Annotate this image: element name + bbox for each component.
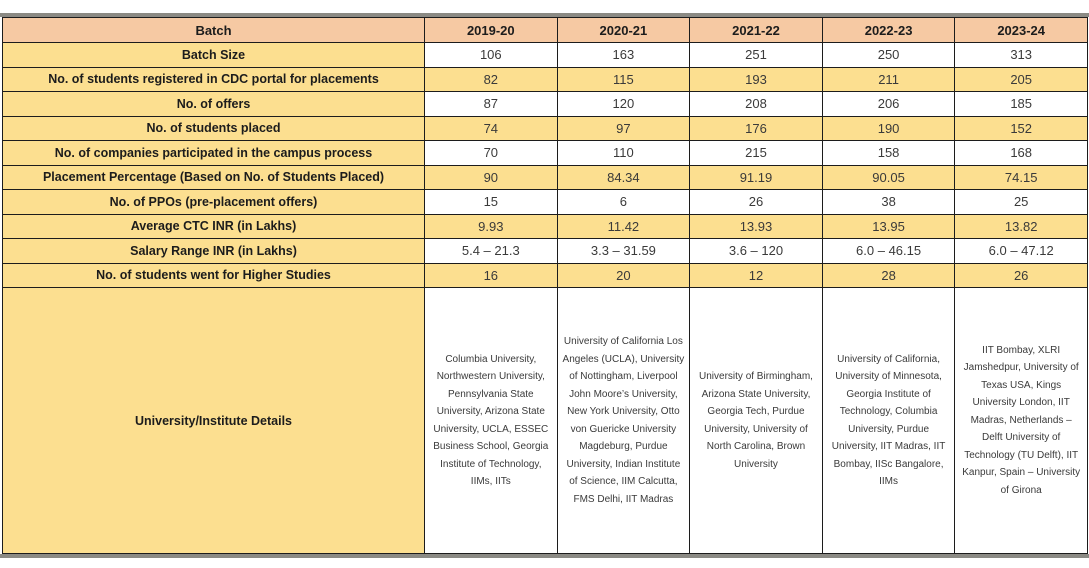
table-row bbox=[3, 263, 1088, 288]
value-cell: 12 bbox=[690, 263, 823, 288]
value-cell: 152 bbox=[955, 116, 1088, 141]
value-cell: 163 bbox=[557, 43, 690, 68]
value-cell: 193 bbox=[690, 67, 823, 92]
row-label: No. of companies participated in the campus process bbox=[3, 141, 425, 166]
value-cell: 91.19 bbox=[690, 165, 823, 190]
row-label: No. of offers bbox=[3, 92, 425, 117]
university-details-row bbox=[3, 288, 1088, 554]
value-cell: 25 bbox=[955, 190, 1088, 215]
value-cell: 185 bbox=[955, 92, 1088, 117]
university-list-cell: IIT Bombay, XLRI Jamshedpur, University of Texas USA, Kings University London, IIT Madras, Netherlands – Delft University of Technology (TU Delft), IIT Kanpur, Spain – University of Girona bbox=[955, 288, 1088, 554]
value-cell: 6.0 – 46.15 bbox=[822, 239, 955, 264]
row-label: Placement Percentage (Based on No. of Students Placed) bbox=[3, 165, 425, 190]
value-cell: 97 bbox=[557, 116, 690, 141]
value-cell: 13.82 bbox=[955, 214, 1088, 239]
value-cell: 90 bbox=[425, 165, 558, 190]
row-label: No. of students went for Higher Studies bbox=[3, 263, 425, 288]
value-cell: 82 bbox=[425, 67, 558, 92]
value-cell: 176 bbox=[690, 116, 823, 141]
table-row bbox=[3, 116, 1088, 141]
value-cell: 38 bbox=[822, 190, 955, 215]
value-cell: 215 bbox=[690, 141, 823, 166]
row-label: Batch Size bbox=[3, 43, 425, 68]
value-cell: 6.0 – 47.12 bbox=[955, 239, 1088, 264]
header-year: 2023-24 bbox=[955, 18, 1088, 43]
value-cell: 190 bbox=[822, 116, 955, 141]
value-cell: 70 bbox=[425, 141, 558, 166]
value-cell: 20 bbox=[557, 263, 690, 288]
value-cell: 6 bbox=[557, 190, 690, 215]
university-list-cell: Columbia University, Northwestern University, Pennsylvania State University, Arizona State University, UCLA, ESSEC Business School, Georgia Institute of Technology, IIMs, IITs bbox=[425, 288, 558, 554]
value-cell: 106 bbox=[425, 43, 558, 68]
header-year: 2019-20 bbox=[425, 18, 558, 43]
header-batch-label: Batch bbox=[3, 18, 425, 43]
table-row bbox=[3, 190, 1088, 215]
header-year: 2021-22 bbox=[690, 18, 823, 43]
row-label: Salary Range INR (in Lakhs) bbox=[3, 239, 425, 264]
placement-statistics-table bbox=[2, 17, 1088, 554]
university-list-cell: University of California, University of Minnesota, Georgia Institute of Technology, Columbia University, Purdue University, IIT Madras, IIT Bombay, IISc Bangalore, IIMs bbox=[822, 288, 955, 554]
row-label: No. of students registered in CDC portal for placements bbox=[3, 67, 425, 92]
value-cell: 120 bbox=[557, 92, 690, 117]
value-cell: 84.34 bbox=[557, 165, 690, 190]
university-list-cell: University of Birmingham, Arizona State University, Georgia Tech, Purdue University, University of North Carolina, Brown University bbox=[690, 288, 823, 554]
value-cell: 26 bbox=[690, 190, 823, 215]
table-row bbox=[3, 141, 1088, 166]
value-cell: 28 bbox=[822, 263, 955, 288]
value-cell: 251 bbox=[690, 43, 823, 68]
university-list-cell: University of California Los Angeles (UCLA), University of Nottingham, Liverpool John Moore’s University, New York University, Otto von Guericke University Magdeburg, Purdue University, Indian Institute of Science, IIM Calcutta, FMS Delhi, IIT Madras bbox=[557, 288, 690, 554]
row-label: Average CTC INR (in Lakhs) bbox=[3, 214, 425, 239]
row-label: No. of PPOs (pre-placement offers) bbox=[3, 190, 425, 215]
table-row bbox=[3, 67, 1088, 92]
value-cell: 208 bbox=[690, 92, 823, 117]
value-cell: 3.3 – 31.59 bbox=[557, 239, 690, 264]
table-row bbox=[3, 165, 1088, 190]
value-cell: 26 bbox=[955, 263, 1088, 288]
value-cell: 13.93 bbox=[690, 214, 823, 239]
value-cell: 313 bbox=[955, 43, 1088, 68]
value-cell: 250 bbox=[822, 43, 955, 68]
value-cell: 5.4 – 21.3 bbox=[425, 239, 558, 264]
value-cell: 9.93 bbox=[425, 214, 558, 239]
value-cell: 74.15 bbox=[955, 165, 1088, 190]
value-cell: 3.6 – 120 bbox=[690, 239, 823, 264]
value-cell: 16 bbox=[425, 263, 558, 288]
table-row bbox=[3, 214, 1088, 239]
value-cell: 205 bbox=[955, 67, 1088, 92]
value-cell: 15 bbox=[425, 190, 558, 215]
header-year: 2020-21 bbox=[557, 18, 690, 43]
value-cell: 158 bbox=[822, 141, 955, 166]
value-cell: 90.05 bbox=[822, 165, 955, 190]
value-cell: 13.95 bbox=[822, 214, 955, 239]
header-row bbox=[3, 18, 1088, 43]
row-label: University/Institute Details bbox=[3, 288, 425, 554]
value-cell: 110 bbox=[557, 141, 690, 166]
value-cell: 87 bbox=[425, 92, 558, 117]
value-cell: 11.42 bbox=[557, 214, 690, 239]
value-cell: 206 bbox=[822, 92, 955, 117]
table-row bbox=[3, 92, 1088, 117]
table-row bbox=[3, 239, 1088, 264]
value-cell: 74 bbox=[425, 116, 558, 141]
value-cell: 168 bbox=[955, 141, 1088, 166]
value-cell: 211 bbox=[822, 67, 955, 92]
row-label: No. of students placed bbox=[3, 116, 425, 141]
value-cell: 115 bbox=[557, 67, 690, 92]
header-year: 2022-23 bbox=[822, 18, 955, 43]
bottom-frame-line bbox=[0, 554, 1089, 558]
table-row bbox=[3, 43, 1088, 68]
